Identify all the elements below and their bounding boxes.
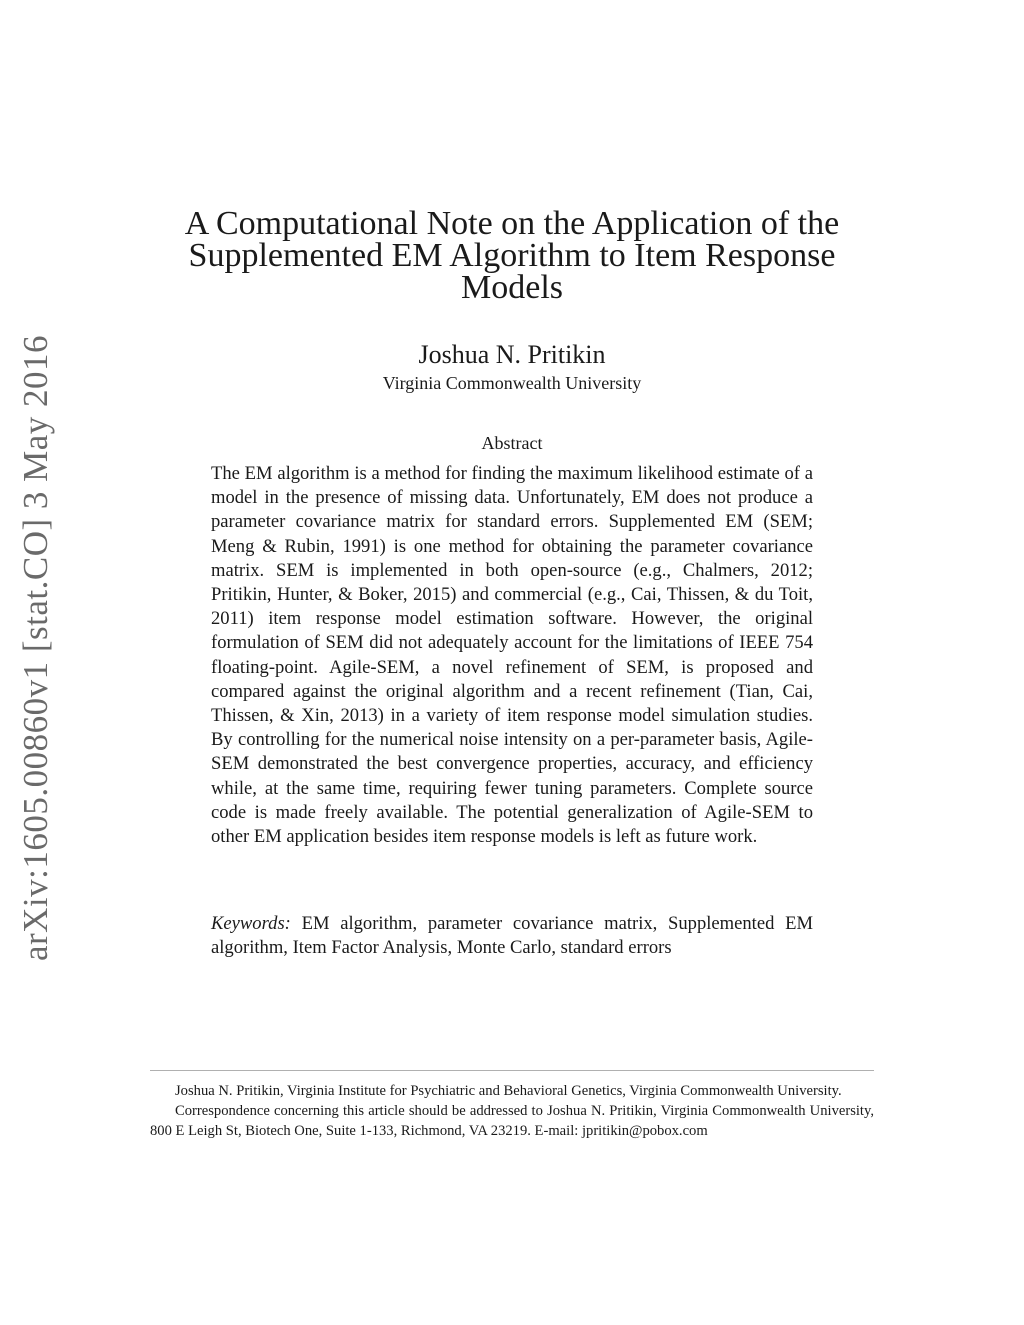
footnote-divider	[150, 1070, 874, 1071]
title-line: Models	[461, 269, 563, 306]
footnote-correspondence: Correspondence concerning this article should be addressed to Joshua N. Pritikin, Virginia Commonwealth University, 800 E Leigh St, Biotech One, Suite 1-133, Richmond, VA 23219. E-mail: jpritikin@pobox.com	[150, 1103, 874, 1139]
keywords-text: EM algorithm, parameter covariance matrix, Supplemented EM algorithm, Item Factor Analysis, Monte Carlo, standard errors	[211, 913, 813, 959]
title-line: Supplemented EM Algorithm to Item Response	[188, 237, 836, 274]
keywords	[211, 912, 813, 960]
arxiv-identifier-stamp	[16, 334, 56, 962]
author-name: Joshua N. Pritikin	[418, 340, 606, 369]
abstract-heading: Abstract	[481, 433, 543, 453]
paper-title	[150, 205, 874, 306]
footnote-affiliation: Joshua N. Pritikin, Virginia Institute for Psychiatric and Behavioral Genetics, Virginia Commonwealth University.	[175, 1083, 842, 1099]
author-affiliation: Virginia Commonwealth University	[382, 373, 642, 393]
footnotes	[150, 1081, 874, 1141]
abstract-body: The EM algorithm is a method for finding the maximum likelihood estimate of a model in the presence of missing data. Unfortunately, EM does not produce a parameter covariance matrix for standard errors. Supplemented EM (SEM; Meng & Rubin, 1991) is one method for obtaining the parameter covariance matrix. SEM is implemented in both open-source (e.g., Chalmers, 2012; Pritikin, Hunter, & Boker, 2015) and commercial (e.g., Cai, Thissen, & du Toit, 2011) item response model estimation software. However, the original formulation of SEM did not adequately account for the limitations of IEEE 754 floating-point. Agile-SEM, a novel refinement of SEM, is proposed and compared against the original algorithm and a recent refinement (Tian, Cai, Thissen, & Xin, 2013) in a variety of item response model simulation studies. By controlling for the numerical noise intensity on a per-parameter basis, Agile-SEM demonstrated the best convergence properties, accuracy, and efficiency while, at the same time, requiring fewer tuning parameters. Complete source code is made freely available. The potential generalization of Agile-SEM to other EM application besides item response models is left as future work.	[211, 463, 813, 848]
arxiv-identifier-text: arXiv:1605.00860v1 [stat.CO] 3 May 2016	[16, 334, 56, 962]
keywords-label: Keywords:	[211, 913, 291, 934]
title-line: A Computational Note on the Application of the	[184, 205, 840, 242]
